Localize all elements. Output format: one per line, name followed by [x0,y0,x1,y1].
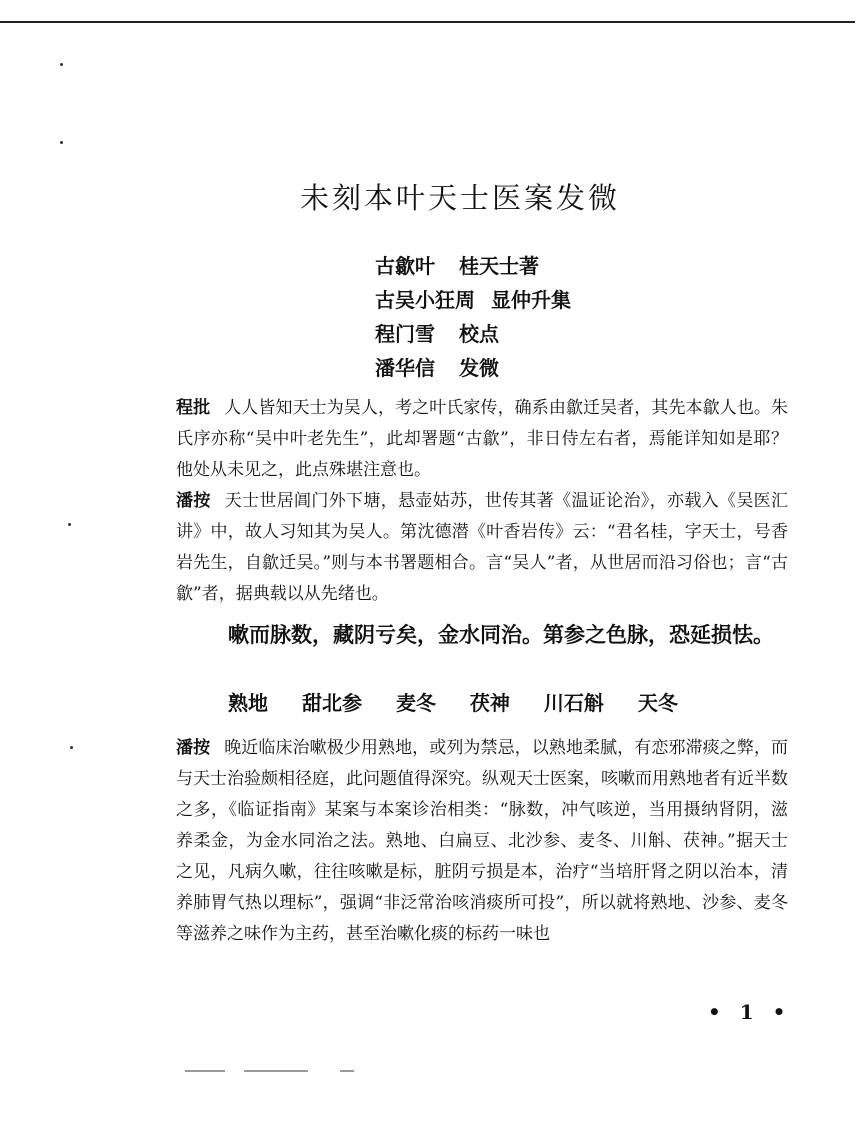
commentary-paragraph [176,733,788,950]
page-title: 未刻本叶天士医案发微 [299,181,620,215]
herb-item: 甜北参 [301,691,362,715]
scan-speck [60,63,63,66]
credit-name: 古吴小狂周 [375,288,475,312]
note-text: 人人皆知天士为吴人，考之叶氏家传，确系由歙迁吴者，其先本歙人也。朱氏序亦称“吴中叶老先生”，此却署题“古歙”，非日侍左右者，焉能详知如是耶？他处从未见之，此点殊堪注意也。 [176,398,789,480]
top-rule [0,21,855,23]
credit-name: 程门雪 [375,322,435,346]
scan-speck [60,141,63,144]
author-credits [375,249,571,385]
credit-line [375,249,571,283]
commentary-text: 晚近临床治嗽极少用熟地，或列为禁忌，以熟地柔腻，有恋邪滞痰之弊，而与天士治验颇相径庭，此问题值得深究。纵观天士医案，咳嗽而用熟地者有近半数之多，《临证指南》某案与本案诊治相类：“脉数，冲气咳逆，当用摄纳肾阴，滋养柔金，为金水同治之法。熟地、白扁豆、北沙参、麦冬、川斛、茯神。”据天士之见，凡病久嗽，往往咳嗽是标，脏阴亏损是本，治疗“当培肝肾之阴以治本，清养肺胃气热以理标”，强调“非泛常治咳消痰所可投”，所以就将熟地、沙参、麦冬等滋养之味作为主药，甚至治嗽化痰的标药一味也 [176,738,789,944]
page-number: • 1 • [708,1000,792,1024]
herb-item: 川石斛 [543,691,604,715]
note-label: 程批 [176,398,211,418]
credit-role: 显仲升集 [491,288,571,312]
commentary-label: 潘按 [176,738,211,758]
note-label: 潘按 [176,491,211,511]
case-record: 嗽而脉数，藏阴亏矣，金水同治。第参之色脉，恐延损怯。 [228,622,774,647]
herb-item: 天冬 [637,691,678,715]
credit-role: 校点 [459,322,499,346]
credit-line [375,317,571,351]
credit-name: 古歙叶 [375,254,435,278]
editorial-notes [176,393,788,610]
herb-item: 熟地 [228,691,268,715]
credit-role: 发微 [459,356,499,380]
herb-item: 麦冬 [395,691,436,715]
credit-name: 潘华信 [375,356,435,380]
commentary [176,733,788,950]
credit-line [375,351,571,385]
scan-speck [70,746,73,749]
note-paragraph [176,393,788,486]
credit-role: 桂天士著 [459,254,539,278]
scan-smudge [340,1070,354,1072]
scan-smudge [185,1070,225,1072]
scan-smudge [244,1070,308,1072]
scan-speck [68,523,71,526]
herb-item: 茯神 [469,691,510,715]
note-text: 天士世居阊门外下塘，悬壶姑苏，世传其著《温证论治》，亦载入《吴医汇讲》中，故人习知其为吴人。第沈德潜《叶香岩传》云：“君名桂，字天士，号香岩先生，自歙迁吴。”则与本书署题相合。言“吴人”者，从世居而沿习俗也；言“古歙”者，据典载以从先绪也。 [176,491,789,604]
prescription [228,688,705,718]
note-paragraph [176,486,788,610]
credit-line [375,283,571,317]
